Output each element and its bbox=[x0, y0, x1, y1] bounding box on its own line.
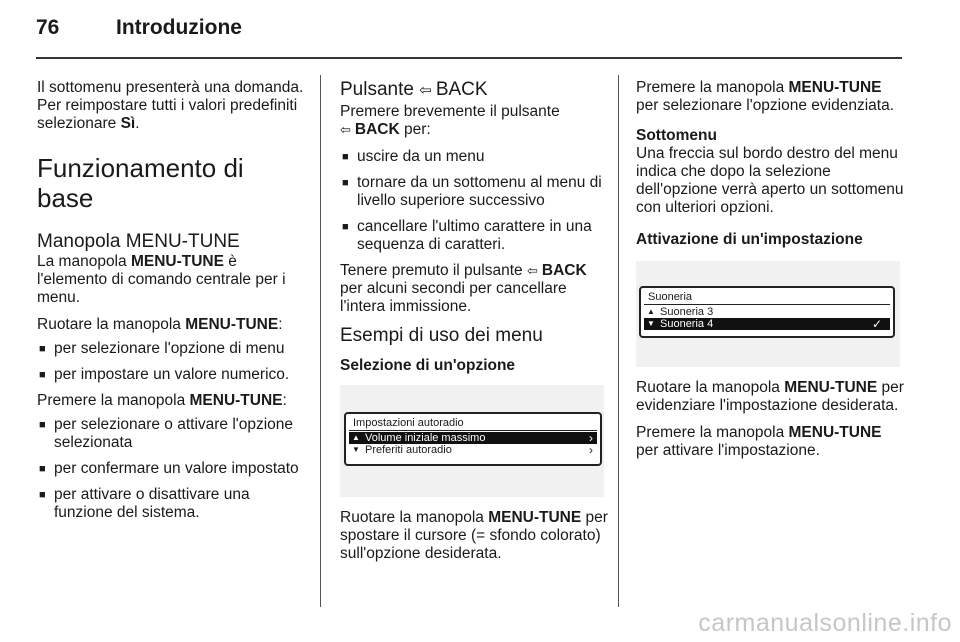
ruotare-list bbox=[37, 340, 305, 384]
manopola-paragraph: La manopola MENU-TUNE è l'elemento di comando centrale per i menu. bbox=[37, 253, 286, 306]
list-item: ■ per impostare un valore numerico. bbox=[37, 366, 305, 384]
chevron-right-icon: › bbox=[589, 443, 593, 457]
arrow-up-icon: ▲ bbox=[647, 307, 655, 316]
arrow-down-icon: ▼ bbox=[647, 319, 655, 328]
premere-evidenziata-paragraph: Premere la manopola MENU-TUNE per selezionare l'opzione evidenziata. bbox=[636, 79, 895, 114]
list-item: ■ per selezionare o attivare l'opzione selezionata bbox=[37, 416, 305, 452]
column-divider-1 bbox=[320, 75, 321, 607]
radio-display bbox=[344, 412, 602, 466]
page-number: 76 bbox=[36, 16, 60, 39]
display-row-selected: ▲ Volume iniziale massimo › bbox=[349, 432, 597, 444]
chevron-right-icon: › bbox=[589, 431, 593, 445]
list-item: ■ cancellare l'ultimo carattere in una sequenza di caratteri. bbox=[340, 218, 608, 254]
premere-brev-paragraph: Premere brevemente il pulsante ⇦ BACK per: bbox=[340, 103, 560, 138]
column-2 bbox=[340, 79, 608, 572]
display-row: ▲ Suoneria 3 bbox=[647, 306, 714, 318]
premere-paragraph: Premere la manopola MENU-TUNE: bbox=[37, 392, 287, 409]
list-item: ■ per attivare o disattivare una funzione del sistema. bbox=[37, 486, 305, 522]
display-title: Suoneria bbox=[644, 290, 890, 305]
back-arrow-icon: ⇦ bbox=[419, 82, 432, 99]
back-arrow-icon: ⇦ bbox=[526, 263, 538, 278]
ruotare-paragraph: Ruotare la manopola MENU-TUNE: bbox=[37, 316, 283, 333]
column-3 bbox=[636, 79, 904, 469]
display-row: ▼ Preferiti autoradio › bbox=[352, 443, 593, 457]
heading-esempi: Esempi di uso dei menu bbox=[340, 325, 543, 346]
heading-manopola: Manopola MENU-TUNE bbox=[37, 231, 240, 252]
column-divider-2 bbox=[618, 75, 619, 607]
arrow-down-icon: ▼ bbox=[352, 445, 360, 454]
heading-pulsante-back: Pulsante ⇦ BACK bbox=[340, 79, 488, 100]
display-illustration bbox=[636, 261, 900, 367]
display-row-selected: ▼ Suoneria 4 ✓ bbox=[644, 318, 890, 330]
ruotare-paragraph-2: Ruotare la manopola MENU-TUNE per spostare il cursore (= sfondo colorato) sull'opzione desiderata. bbox=[340, 509, 608, 562]
tenere-paragraph: Tenere premuto il pulsante ⇦ BACK per alcuni secondi per cancellare l'intera immissione. bbox=[340, 262, 587, 315]
checkmark-icon: ✓ bbox=[871, 317, 882, 331]
premere-attivare-paragraph: Premere la manopola MENU-TUNE per attivare l'impostazione. bbox=[636, 424, 882, 459]
watermark: carmanualsonline.info bbox=[698, 609, 952, 637]
column-1 bbox=[37, 79, 305, 530]
list-item: ■ per confermare un valore impostato bbox=[37, 460, 305, 478]
list-item: ■ per selezionare l'opzione di menu bbox=[37, 340, 305, 358]
heading-sottomenu: Sottomenu bbox=[636, 127, 717, 144]
heading-selezione: Selezione di un'opzione bbox=[340, 357, 516, 374]
display-illustration bbox=[340, 385, 604, 497]
intro-paragraph: Il sottomenu presenterà una domanda. Per reimpostare tutti i valori predefiniti selezionare Sì. bbox=[37, 79, 304, 132]
heading-funzionamento: Funzionamento di base bbox=[37, 153, 244, 213]
arrow-up-icon: ▲ bbox=[352, 433, 360, 442]
header-divider bbox=[36, 57, 902, 59]
back-list bbox=[340, 148, 608, 254]
phone-display bbox=[639, 286, 895, 338]
page-title: Introduzione bbox=[116, 16, 242, 39]
list-item: ■ tornare da un sottomenu al menu di livello superiore successivo bbox=[340, 174, 608, 210]
list-item: ■ uscire da un menu bbox=[340, 148, 608, 166]
back-arrow-icon: ⇦ bbox=[340, 122, 351, 137]
display-title: Impostazioni autoradio bbox=[349, 416, 597, 431]
premere-list bbox=[37, 416, 305, 522]
sottomenu-paragraph: Una freccia sul bordo destro del menu indica che dopo la selezione dell'opzione verrà aperto un sottomenu con ulteriori opzioni. bbox=[636, 145, 904, 216]
ruotare-paragraph-3: Ruotare la manopola MENU-TUNE per evidenziare l'impostazione desiderata. bbox=[636, 379, 904, 414]
heading-attivazione: Attivazione di un'impostazione bbox=[636, 231, 863, 248]
